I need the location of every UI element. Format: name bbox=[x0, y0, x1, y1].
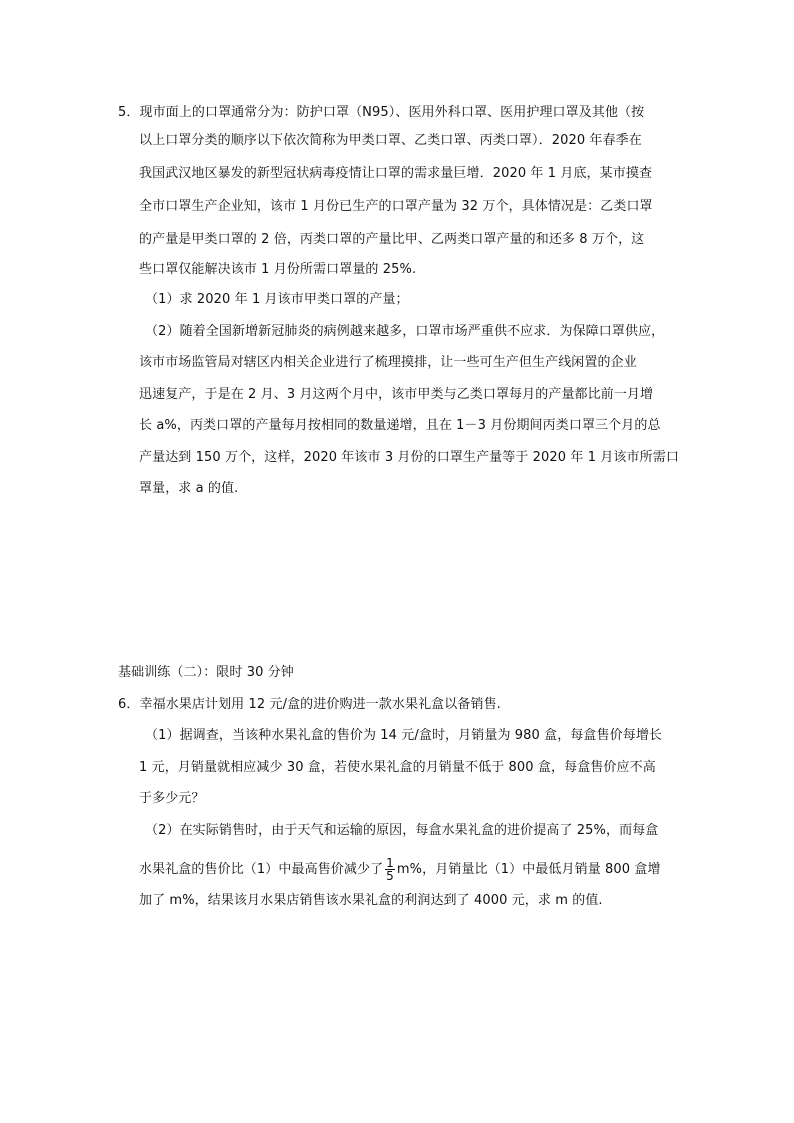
problem-5-text-line: 些口罩仅能解决该市 1 月份所需口罩量的 25%. bbox=[139, 262, 417, 277]
problem-5-part-2-line: 产量达到 150 万个，这样，2020 年该市 3 月份的口罩生产量等于 2020 年 1 月该市所需口 bbox=[139, 450, 679, 465]
problem-6-number: 6． bbox=[118, 697, 140, 712]
problem-5-part-2-line: 该市市场监管局对辖区内相关企业进行了梳理摸排，让一些可生产但生产线闲置的企业 bbox=[139, 355, 637, 370]
problem-5-line-1 bbox=[118, 105, 644, 121]
problem-6-part-2-text: 水果礼盒的售价比（1）中最高售价减少了 bbox=[139, 862, 384, 877]
problem-6-intro: 幸福水果店计划用 12 元/盒的进价购进一款水果礼盒以备销售. bbox=[139, 697, 501, 712]
problem-5-part-2-line: 长 a%，丙类口罩的产量每月按相同的数量递增，且在 1－3 月份期间丙类口罩三个月的总 bbox=[139, 418, 661, 433]
problem-5-number: 5． bbox=[118, 105, 140, 120]
problem-6-part-1-line: 于多少元？ bbox=[139, 791, 205, 806]
problem-5-part-2-line: （2）随着全国新增新冠肺炎的病例越来越多，口罩市场严重供不应求．为保障口罩供应， bbox=[145, 324, 665, 339]
problem-5-part-2-line: 罩量，求 a 的值. bbox=[139, 481, 239, 496]
problem-5-text-line: 我国武汉地区暴发的新型冠状病毒疫情让口罩的需求量巨增．2020 年 1 月底，某市摸查 bbox=[139, 166, 653, 181]
problem-5-part-2-line: 迅速复产，于是在 2 月、3 月这两个月中，该市甲类与乙类口罩每月的产量都比前一月增 bbox=[139, 387, 654, 402]
problem-6-part-2-line: （2）在实际销售时，由于天气和运输的原因，每盒水果礼盒的进价提高了 25%，而每盒 bbox=[145, 823, 659, 838]
fraction-denominator: 5 bbox=[386, 869, 394, 883]
problem-5-text-line: 的产量是甲类口罩的 2 倍，丙类口罩的产量比甲、乙两类口罩产量的和还多 8 万个，这 bbox=[139, 232, 645, 247]
fraction-numerator: 1 bbox=[386, 856, 394, 870]
problem-6-part-1-line: 1 元，月销量就相应减少 30 盒，若使水果礼盒的月销量不低于 800 盒，每盒售价应不高 bbox=[139, 760, 656, 775]
problem-5-text-line: 全市口罩生产企业知，该市 1 月份已生产的口罩产量为 32 万个，具体情况是：乙类口罩 bbox=[139, 199, 653, 214]
problem-5-text-line: 现市面上的口罩通常分为：防护口罩（N95）、医用外科口罩、医用护理口罩及其他（按 bbox=[139, 105, 645, 120]
problem-6-part-2-line: 加了 m%，结果该月水果店销售该水果礼盒的利润达到了 4000 元，求 m 的值. bbox=[139, 893, 603, 908]
problem-6-part-1-line: （1）据调查，当该种水果礼盒的售价为 14 元/盒时，月销量为 980 盒，每盒售价每增长 bbox=[145, 728, 663, 743]
section-title: 基础训练（二）：限时 30 分钟 bbox=[118, 665, 294, 680]
fraction-one-fifth bbox=[385, 857, 395, 882]
problem-6-part-2-fraction-line bbox=[139, 855, 661, 885]
problem-5-part-1: （1）求 2020 年 1 月该市甲类口罩的产量； bbox=[145, 292, 409, 307]
problem-5-text-line: 以上口罩分类的顺序以下依次简称为甲类口罩、乙类口罩、丙类口罩）．2020 年春季在 bbox=[139, 133, 642, 148]
problem-6-line-1 bbox=[118, 697, 501, 713]
problem-6-part-2-text: m%，月销量比（1）中最低月销量 800 盒增 bbox=[396, 862, 661, 877]
